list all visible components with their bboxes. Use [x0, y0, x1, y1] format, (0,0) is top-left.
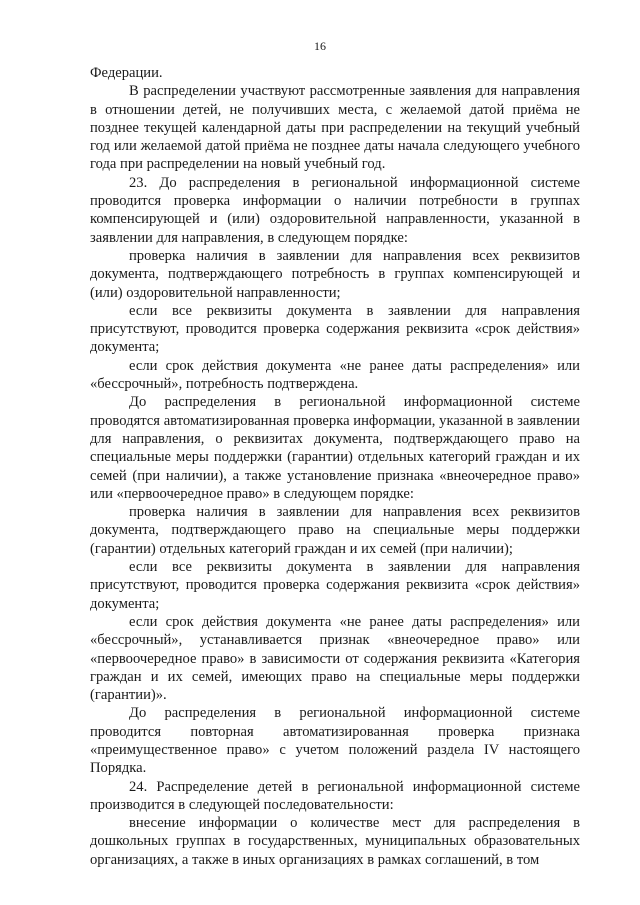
- paragraph: проверка наличия в заявлении для направления всех реквизитов документа, подтверждающего потребность в группах компенсирующей и (или) оздоровительной направленности;: [90, 247, 580, 301]
- paragraph: До распределения в региональной информационной системе проводятся автоматизированная проверка информации, указанной в заявлении для направления, о реквизитах документа, подтверждающего право на специальные меры поддержки (гарантии) отдельных категорий граждан и их семей (при наличии), а также установление признака «внеочередное право» или «первоочередное право» в следующем порядке:: [90, 394, 580, 502]
- document-body: [90, 64, 580, 869]
- paragraph: В распределении участвуют рассмотренные заявления для направления в отношении детей, не получивших места, с желаемой датой приёма не позднее текущей календарной даты при распределении на текущий учебный год или желаемой датой приёма не позднее даты начала следующего учебного года при распределении на новый учебный год.: [90, 83, 580, 173]
- page-number: 16: [314, 39, 326, 53]
- paragraph: Федерации.: [90, 65, 163, 81]
- paragraph: если все реквизиты документа в заявлении для направления присутствуют, проводится проверка содержания реквизита «срок действия» документа;: [90, 559, 580, 612]
- paragraph: если срок действия документа «не ранее даты распределения» или «бессрочный», устанавливается признак «внеочередное право» или «первоочередное право» в зависимости от содержания реквизита «Категория граждан и их семей, имеющих право на специальные меры поддержки (гарантии)».: [90, 613, 580, 704]
- paragraph: если срок действия документа «не ранее даты распределения» или «бессрочный», потребность подтверждена.: [90, 357, 580, 393]
- paragraph: проверка наличия в заявлении для направления всех реквизитов документа, подтверждающего право на специальные меры поддержки (гарантии) отдельных категорий граждан и их семей (при наличии);: [90, 504, 580, 557]
- paragraph: внесение информации о количестве мест для распределения в дошкольных группах в государственных, муниципальных образовательных организациях, а также в иных организациях в рамках соглашений, в том: [90, 815, 580, 868]
- paragraph: 24. Распределение детей в региональной информационной системе производится в следующей последовательности:: [90, 778, 580, 813]
- paragraph: 23. До распределения в региональной информационной системе проводится проверка информации о наличии потребности в группах компенсирующей и (или) оздоровительной направленности, указанной в заявлении для направления, в следующем порядке:: [90, 174, 580, 246]
- paragraph: если все реквизиты документа в заявлении для направления присутствуют, проводится проверка содержания реквизита «срок действия» документа;: [90, 302, 580, 356]
- paragraph: До распределения в региональной информационной системе проводится повторная автоматизированная проверка признака «преимущественное право» с учетом положений раздела IV настоящего Порядка.: [90, 705, 580, 777]
